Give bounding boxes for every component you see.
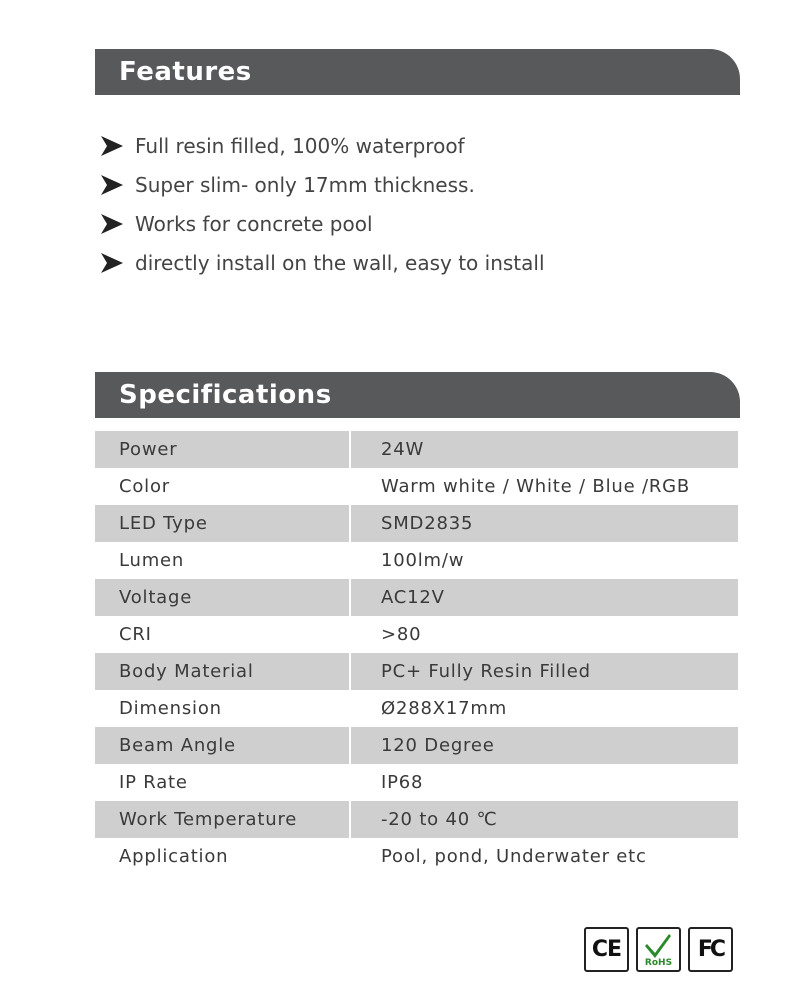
feature-text: Super slim- only 17mm thickness. (135, 172, 475, 197)
spec-row-application (95, 838, 738, 875)
spec-row-work-temperature (95, 801, 738, 838)
spec-row-voltage (95, 579, 738, 616)
specifications-title: Specifications (119, 380, 332, 410)
spec-label: Application (95, 838, 351, 875)
spec-value: 120 Degree (351, 727, 738, 764)
spec-label: Work Temperature (95, 801, 351, 838)
feature-text: directly install on the wall, easy to install (135, 250, 545, 275)
spec-label: Power (95, 431, 351, 468)
spec-value: 24W (351, 431, 738, 468)
spec-row-ip-rate (95, 764, 738, 801)
spec-value: -20 to 40 ℃ (351, 801, 738, 838)
spec-label: Voltage (95, 579, 351, 616)
rohs-mark-label: RoHS (644, 958, 673, 968)
features-header (95, 49, 740, 95)
arrow-bullet-icon (100, 174, 124, 196)
certification-logos (584, 927, 733, 972)
spec-row-color (95, 468, 738, 505)
feature-item (100, 243, 545, 282)
specifications-header (95, 372, 740, 418)
feature-text: Full resin filled, 100% waterproof (135, 133, 465, 158)
spec-row-cri (95, 616, 738, 653)
fcc-mark-icon (688, 927, 733, 972)
feature-text: Works for concrete pool (135, 211, 373, 236)
spec-value: Ø288X17mm (351, 690, 738, 727)
spec-value: AC12V (351, 579, 738, 616)
ce-mark-label: CE (591, 937, 622, 962)
spec-row-beam-angle (95, 727, 738, 764)
spec-label: Lumen (95, 542, 351, 579)
spec-row-power (95, 431, 738, 468)
arrow-bullet-icon (100, 252, 124, 274)
specifications-table (95, 431, 738, 875)
spec-label: CRI (95, 616, 351, 653)
arrow-bullet-icon (100, 213, 124, 235)
feature-item (100, 126, 545, 165)
spec-row-dimension (95, 690, 738, 727)
ce-mark-icon (584, 927, 629, 972)
spec-value: >80 (351, 616, 738, 653)
spec-row-lumen (95, 542, 738, 579)
spec-value: Warm white / White / Blue /RGB (351, 468, 738, 505)
spec-label: Beam Angle (95, 727, 351, 764)
spec-label: Color (95, 468, 351, 505)
spec-row-led-type (95, 505, 738, 542)
spec-label: Body Material (95, 653, 351, 690)
spec-label: LED Type (95, 505, 351, 542)
rohs-mark-icon (636, 927, 681, 972)
feature-item (100, 204, 545, 243)
arrow-bullet-icon (100, 135, 124, 157)
feature-item (100, 165, 545, 204)
spec-value: PC+ Fully Resin Filled (351, 653, 738, 690)
spec-label: Dimension (95, 690, 351, 727)
spec-value: IP68 (351, 764, 738, 801)
spec-value: SMD2835 (351, 505, 738, 542)
spec-value: Pool, pond, Underwater etc (351, 838, 738, 875)
spec-row-body-material (95, 653, 738, 690)
features-list (100, 126, 545, 282)
spec-value: 100lm/w (351, 542, 738, 579)
features-title: Features (119, 57, 252, 87)
spec-label: IP Rate (95, 764, 351, 801)
fcc-mark-label: FC (697, 937, 724, 962)
